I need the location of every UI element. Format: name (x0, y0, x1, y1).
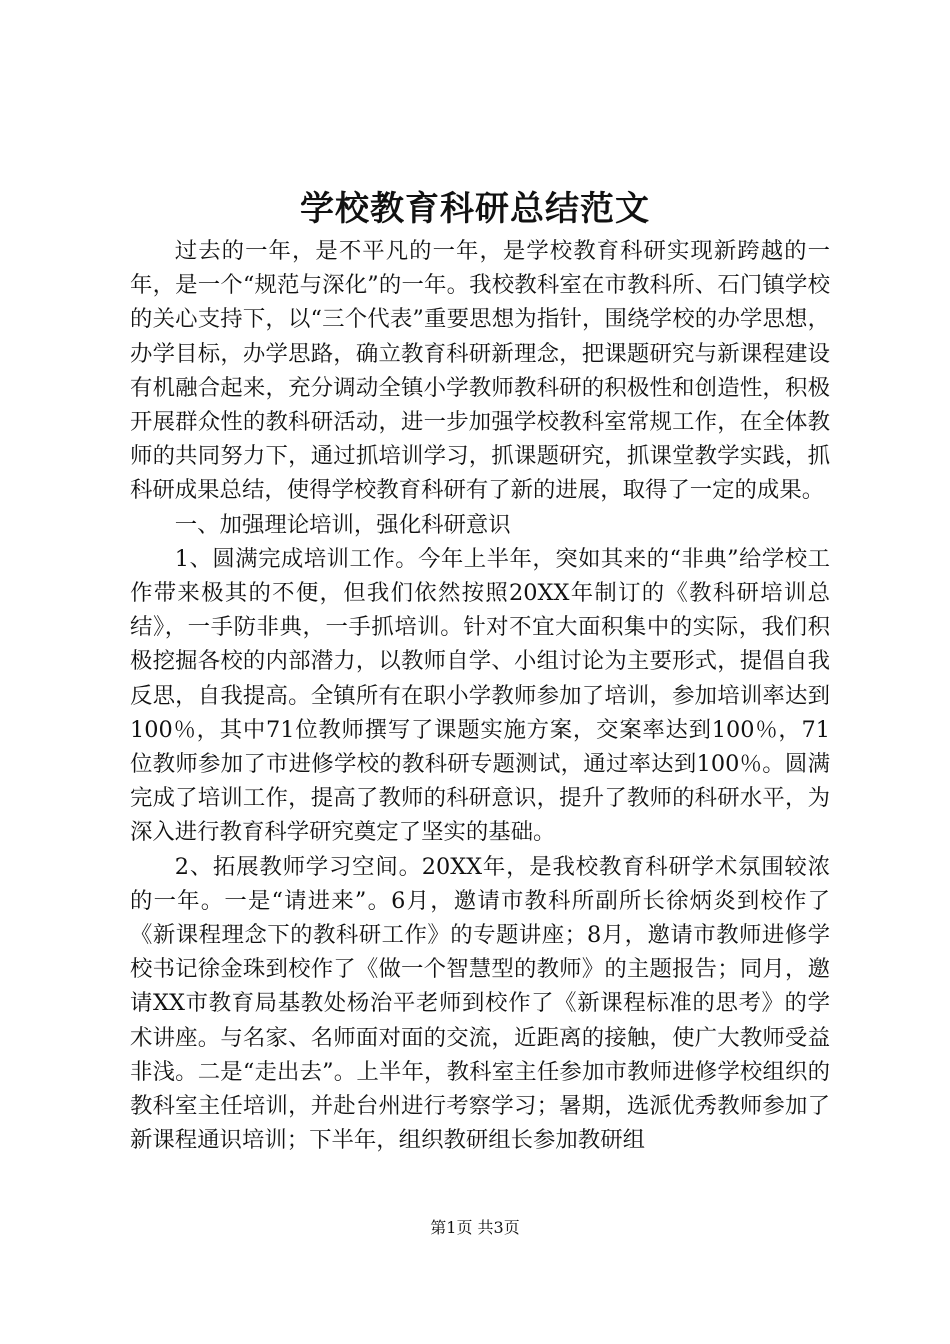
page-number: 第1页 共3页 (430, 1218, 520, 1237)
document-title: 学校教育科研总结范文 (300, 189, 650, 229)
paragraph-training: 1、圆满完成培训工作。今年上半年，突如其来的“非典”给学校工作带来极其的不便，但我们依然按照20XX年制订的《教科研培训总结》，一手防非典，一手抓培训。针对不宜大面积集中的实际，我们积极挖掘各校的内部潜力，以教师自学、小组讨论为主要形式，提倡自我反思，自我提高。全镇所有在职小学教师参加了培训，参加培训率达到100％，其中71位教师撰写了课题实施方案，交案率达到100％，71位教师参加了市进修学校的教科研专题测试，通过率达到100％。圆满完成了培训工作，提高了教师的科研意识，提升了教师的科研水平，为深入进行教育科学研究奠定了坚实的基础。 (130, 545, 830, 846)
section-heading: 一、加强理论培训，强化科研意识 (174, 511, 511, 538)
paragraph-intro: 过去的一年，是不平凡的一年，是学校教育科研实现新跨越的一年，是一个“规范与深化”的一年。我校教科室在市教科所、石门镇学校的关心支持下，以“三个代表”重要思想为指针，围绕学校的办学思想，办学目标，办学思路，确立教育科研新理念，把课题研究与新课程建设有机融合起来，充分调动全镇小学教师教科研的积极性和创造性，积极开展群众性的教科研活动，进一步加强学校教科室常规工作，在全体教师的共同努力下，通过抓培训学习，抓课题研究，抓课堂教学实践，抓科研成果总结，使得学校教育科研有了新的进展，取得了一定的成果。 (130, 238, 830, 504)
paragraph-learning-space: 2、拓展教师学习空间。20XX年，是我校教育科研学术氛围较浓的一年。一是“请进来”。6月，邀请市教科所副所长徐炳炎到校作了《新课程理念下的教科研工作》的专题讲座；8月，邀请市教师进修学校书记徐金珠到校作了《做一个智慧型的教师》的主题报告；同月，邀请XX市教育局基教处杨治平老师到校作了《新课程标准的思考》的学术讲座。与名家、名师面对面的交流，近距离的接触，使广大教师受益非浅。二是“走出去”。上半年，教科室主任参加市教师进修学校组织的教科室主任培训，并赴台州进行考察学习；暑期，选派优秀教师参加了新课程通识培训；下半年，组织教研组长参加教研组 (130, 853, 830, 1154)
document-body (130, 234, 830, 1157)
